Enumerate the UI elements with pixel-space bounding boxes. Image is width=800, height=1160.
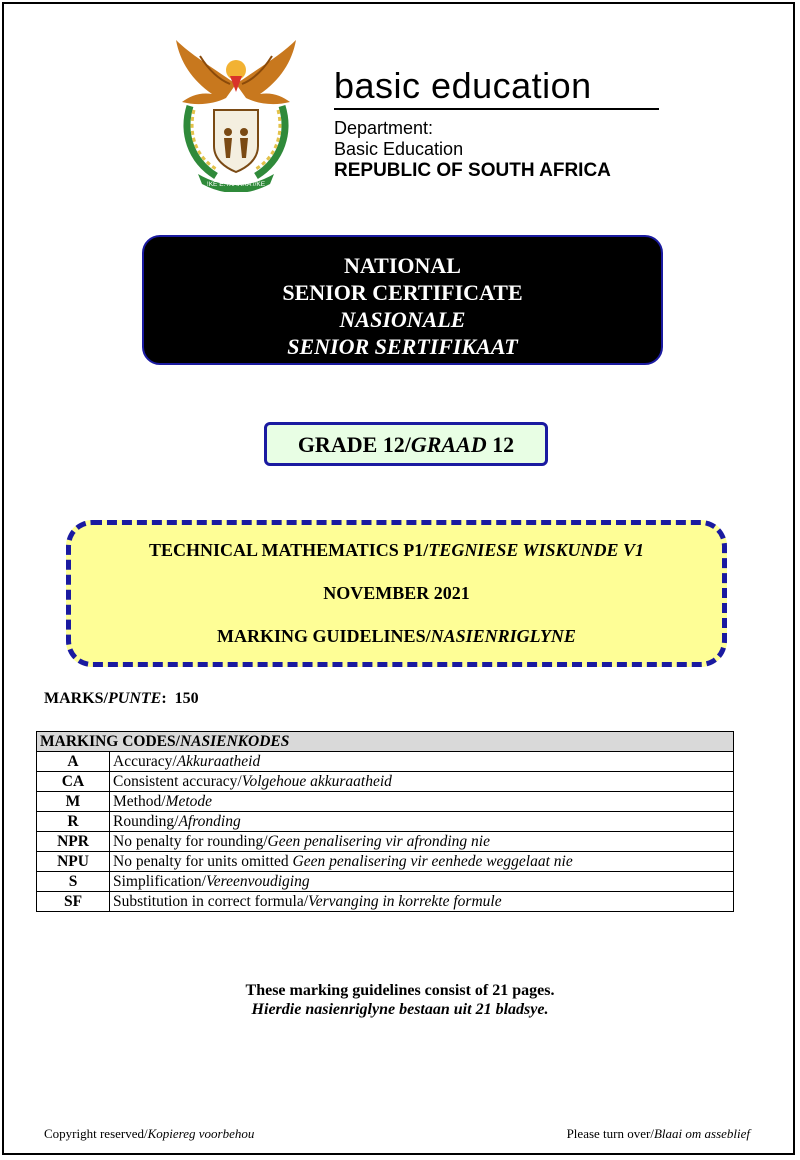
- certificate-line-4: SENIOR SERTIFIKAAT: [287, 334, 518, 359]
- footer-copyright-afrikaans: Kopiereg voorbehou: [147, 1126, 255, 1141]
- subject-title-english: TECHNICAL MATHEMATICS P1/: [148, 540, 429, 560]
- description-english: Consistent accuracy/: [113, 772, 242, 790]
- description-cell: [110, 832, 734, 852]
- description-afrikaans: Geen penalisering vir eenhede weggelaat nie: [292, 852, 573, 870]
- description-cell: [110, 752, 734, 772]
- marks-label-english: MARKS/: [44, 690, 108, 707]
- description-cell: [110, 792, 734, 812]
- table-header: [37, 732, 734, 752]
- subject-title: [71, 540, 722, 561]
- code-cell: NPU: [37, 852, 110, 872]
- grade-number: 12: [486, 432, 515, 457]
- table-row: [37, 872, 734, 892]
- table-row: [37, 812, 734, 832]
- description-english: No penalty for rounding/: [113, 832, 268, 850]
- document-type: [71, 626, 722, 647]
- marks-value: 150: [174, 690, 199, 707]
- exam-date: NOVEMBER 2021: [323, 583, 470, 603]
- table-header-row: [37, 732, 734, 752]
- coat-of-arms-logo: [170, 36, 302, 192]
- pages-note-english: These marking guidelines consist of 21 pages.: [245, 982, 555, 999]
- table-row: [37, 792, 734, 812]
- document-type-english: MARKING GUIDELINES/: [217, 626, 431, 646]
- table-row: [37, 772, 734, 792]
- brand-divider: [334, 108, 659, 110]
- description-english: Rounding/: [113, 812, 179, 830]
- code-cell: SF: [37, 892, 110, 912]
- description-afrikaans: Metode: [165, 792, 213, 810]
- description-cell: [110, 812, 734, 832]
- grade-english: GRADE 12/: [297, 432, 411, 457]
- code-cell: S: [37, 872, 110, 892]
- description-cell: [110, 892, 734, 912]
- footer-turn-over: [567, 1126, 750, 1142]
- marking-codes-table: [36, 731, 734, 912]
- code-cell: M: [37, 792, 110, 812]
- certificate-line-2: SENIOR CERTIFICATE: [282, 280, 523, 305]
- marks-label-afrikaans: PUNTE: [108, 690, 162, 707]
- department-name: Basic Education: [334, 139, 464, 159]
- code-cell: CA: [37, 772, 110, 792]
- grade-badge: [264, 422, 548, 466]
- footer-turn-over-afrikaans: Blaai om asseblief: [653, 1126, 750, 1141]
- description-cell: [110, 852, 734, 872]
- description-afrikaans: Volgehoue akkuraatheid: [241, 772, 392, 790]
- table-row: [37, 852, 734, 872]
- certificate-line-3: NASIONALE: [339, 307, 466, 332]
- subject-title-afrikaans: TEGNIESE WISKUNDE V1: [428, 540, 645, 560]
- total-marks: MARKS/PUNTE: 150: [44, 690, 199, 707]
- description-english: No penalty for units omitted: [113, 852, 293, 870]
- description-english: Substitution in correct formula/: [113, 892, 309, 910]
- grade-afrikaans: GRAAD: [410, 432, 487, 457]
- code-cell: NPR: [37, 832, 110, 852]
- footer-copyright: [44, 1126, 254, 1142]
- brand-title: basic education: [334, 65, 592, 106]
- description-cell: [110, 872, 734, 892]
- table-row: [37, 752, 734, 772]
- description-english: Method/: [113, 792, 166, 810]
- description-afrikaans: Akkuraatheid: [176, 752, 261, 770]
- table-header-english: MARKING CODES/: [40, 732, 180, 750]
- description-afrikaans: Vervanging in korrekte formule: [308, 892, 502, 910]
- certificate-banner: [142, 235, 663, 365]
- country-name: REPUBLIC OF SOUTH AFRICA: [334, 160, 611, 181]
- footer-turn-over-english: Please turn over/: [566, 1126, 654, 1141]
- document-type-afrikaans: NASIENRIGLYNE: [430, 626, 576, 646]
- subject-panel: [66, 520, 727, 667]
- department-label: Department:: [334, 118, 434, 138]
- table-row: [37, 892, 734, 912]
- certificate-line-1: NATIONAL: [344, 253, 461, 278]
- description-afrikaans: Afronding: [178, 812, 241, 830]
- table-header-afrikaans: NASIENKODES: [179, 732, 290, 750]
- department-branding: [334, 66, 664, 182]
- table-body: [37, 752, 734, 912]
- description-english: Simplification/: [113, 872, 206, 890]
- description-afrikaans: Geen penalisering vir afronding nie: [267, 832, 490, 850]
- description-cell: [110, 772, 734, 792]
- code-cell: R: [37, 812, 110, 832]
- table-row: [37, 832, 734, 852]
- pages-note-afrikaans: Hierdie nasienriglyne bestaan uit 21 bladsye.: [251, 1001, 549, 1018]
- code-cell: A: [37, 752, 110, 772]
- description-english: Accuracy/: [113, 752, 177, 770]
- coat-of-arms-motto: !KE E: /XARRA //KE: [206, 181, 266, 188]
- footer-copyright-english: Copyright reserved/: [44, 1126, 148, 1141]
- description-afrikaans: Vereenvoudiging: [206, 872, 310, 890]
